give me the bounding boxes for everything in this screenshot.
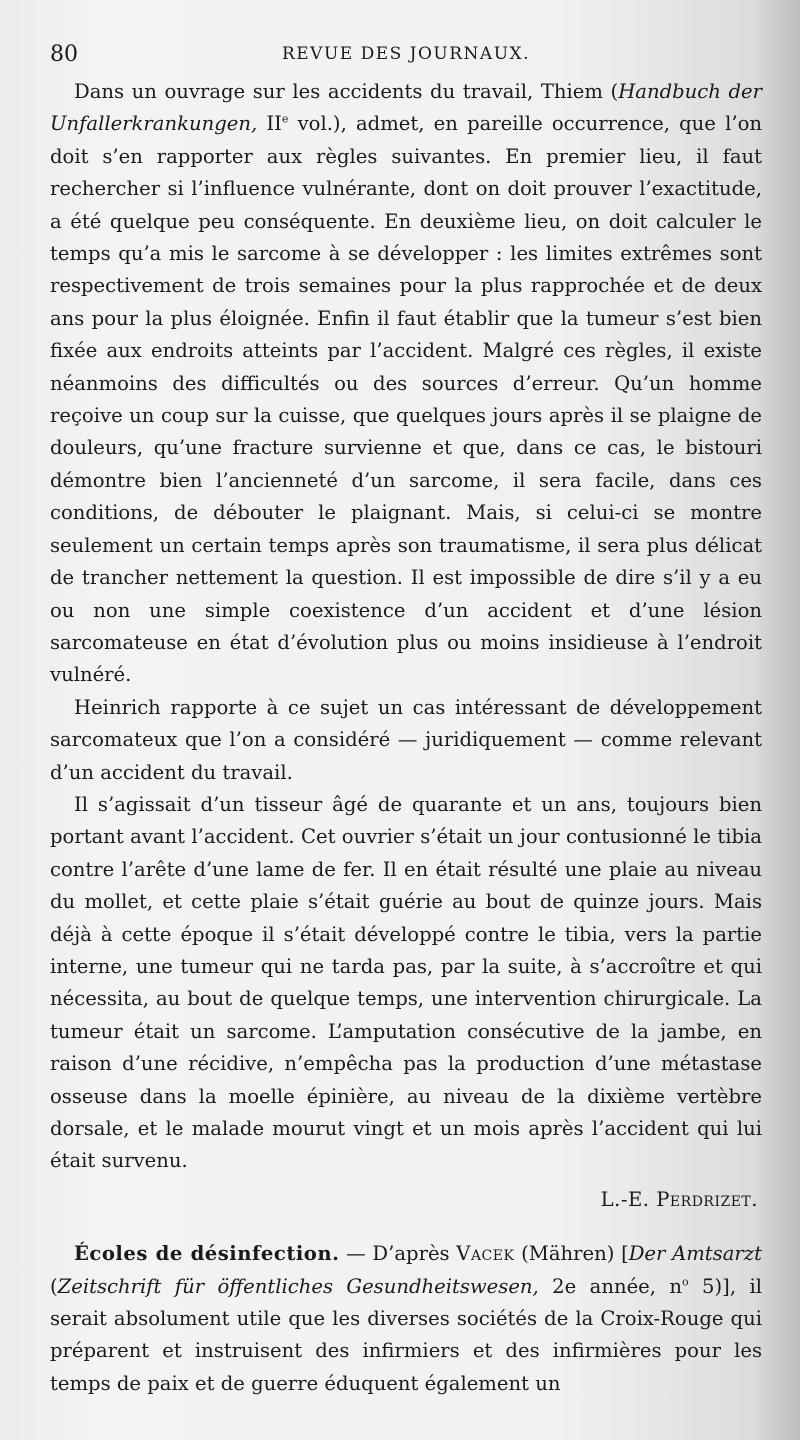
book-title: Handbuch der Unfallerkrankungen,: [50, 80, 762, 136]
text-span: (: [50, 1274, 58, 1298]
superscript: o: [682, 1275, 689, 1289]
paragraph-case: Il s’agissait d’un tisseur âgé de quarante et un ans, toujours bien portant avant l’accident. Cet ouvrier s’était un jour contusionné le tibia contre l’arête d’une lame de fer. Il en était résulté une plaie au niveau du mollet, et cette plaie s’était guérie au bout de quinze jours. Mais déjà à cette époque il s’était développé contre le tibia, vers la partie interne, une tumeur qui ne tarda pas, par la suite, à s’accroître et qui nécessita, au bout de quelque temps, une intervention chirurgicale. La tumeur était un sarcome. L’amputation consécutive de la jambe, en raison d’une récidive, n’empêcha pas la production d’une métastase osseuse dans la moelle épinière, au niveau de la dixième vertèbre dorsale, et le malade mourut vingt et un mois après l’accident qui lui était survenu.: [50, 792, 762, 1173]
page-number: 80: [50, 42, 78, 67]
signature: L.-E. Perdrizet.: [600, 1187, 758, 1211]
text-span: Dans un ouvrage sur les accidents du travail, Thiem (: [74, 80, 619, 103]
text-span: II: [257, 112, 282, 136]
text-span: 5)], il serait absolument utile que les diverses sociétés de la Croix-Rouge qui préparent et instruisent des infirmiers et des infirmières pour les temps de paix et de guerre éduquent également un: [50, 1274, 762, 1395]
section-desinfection: [50, 1238, 762, 1400]
text-span: (Mähren) [: [514, 1242, 629, 1266]
section-title: Écoles de désinfection.: [74, 1242, 340, 1266]
superscript: e: [281, 112, 289, 126]
text-span: 2e année, n: [538, 1274, 683, 1298]
author-name: Vacek: [456, 1242, 515, 1266]
page-header: [50, 36, 762, 76]
article-body: [50, 76, 762, 1400]
text-span: — D’après: [339, 1242, 457, 1266]
text-span: vol.), admet, en pareille occurrence, que l’on doit s’en rapporter aux règles suivantes. En premier lieu, il faut rechercher si l’influence vulnérante, dont on doit prouver l’exactitude, a été quelque peu conséquente. En deuxième lieu, on doit calculer le temps qu’a mis le sarcome à se développer : les limites extrêmes sont respectivement de trois semaines pour la plus rapprochée et de deux ans pour la plus éloignée. Enfin il faut établir que la tumeur s’est bien fixée aux endroits atteints par l’accident. Malgré ces règles, il existe néanmoins des difficultés ou des sources d’erreur. Qu’un homme reçoive un coup sur la cuisse, que quelques jours après il se plaigne de douleurs, qu’une fracture survienne et que, dans ce cas, le bistouri démontre bien l’ancienneté d’un sarcome, il sera facile, dans ces conditions, de débouter le plaignant. Mais, si celui-ci se montre seulement un certain temps après son traumatisme, il sera plus délicat de trancher nettement la question. Il est impossible de dire s’il y a eu ou non une simple coexistence d’un accident et d’une lésion sarcomateuse en état d’évolution plus ou moins insidieuse à l’endroit vulnéré.: [50, 112, 762, 687]
zeitschrift-title: Zeitschrift für öffentliches Gesundheitswesen,: [57, 1274, 539, 1298]
paragraph-heinrich: Heinrich rapporte à ce sujet un cas intéressant de développement sarcomateux que l’on a considéré — juridiquement — comme relevant d’un accident du travail.: [50, 695, 762, 784]
paragraph-vacek: [50, 1238, 762, 1400]
journal-title: Der Amtsarzt: [628, 1242, 762, 1266]
paragraph-thiem: [50, 76, 762, 692]
running-head: REVUE DES JOURNAUX.: [281, 44, 531, 64]
